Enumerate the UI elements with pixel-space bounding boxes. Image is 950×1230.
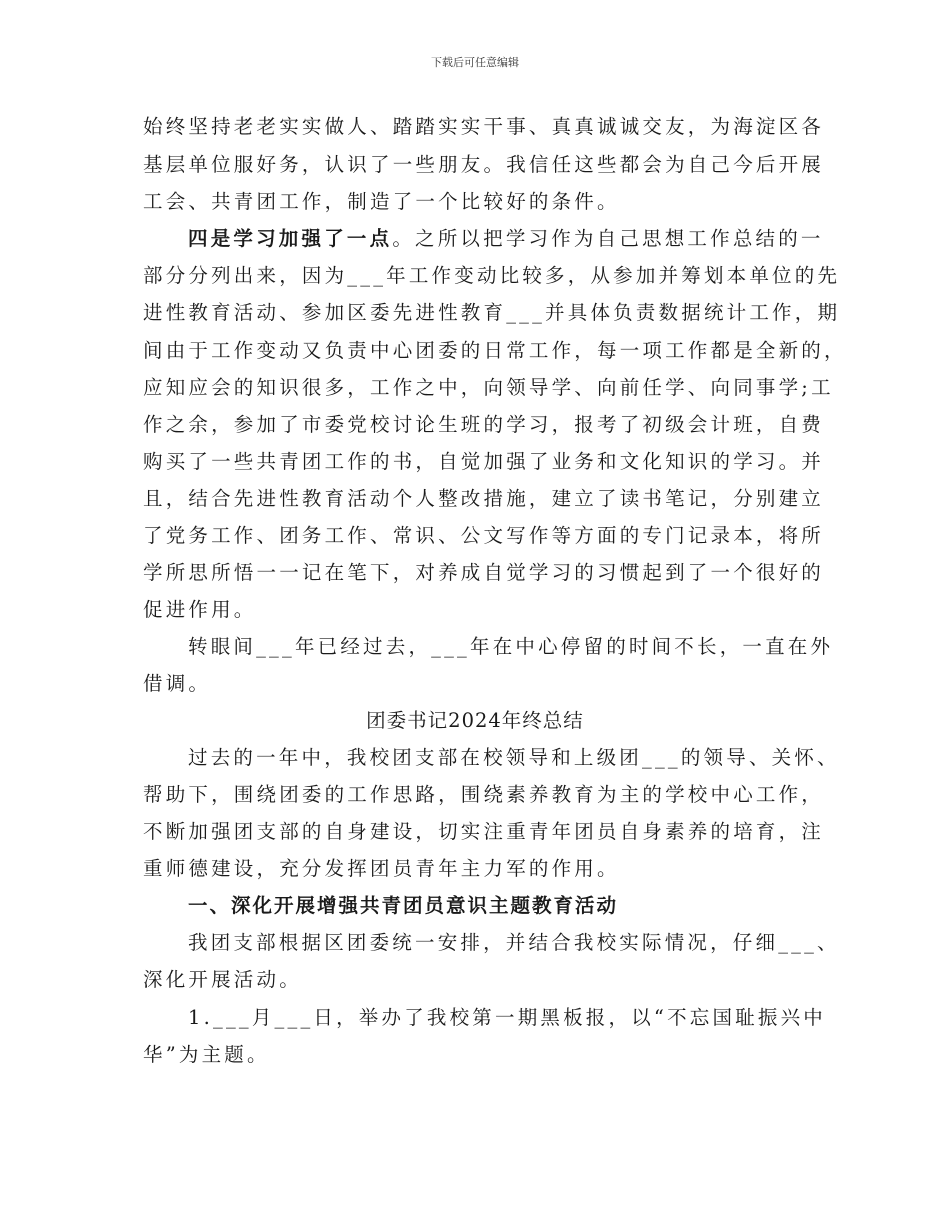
page-header: 下载后可任意编辑 (431, 56, 519, 69)
text-line: 过去的一年中，我校团支部在校领导和上级团___的领导、关怀、 (188, 746, 840, 769)
text-line: 了党务工作、团务工作、常识、公文写作等方面的专门记录本，将所 (143, 524, 825, 547)
document-title: 团委书记2024年终总结 (366, 709, 584, 732)
text-line: 重师德建设，充分发挥团员青年主力军的作用。 (143, 857, 620, 880)
text-line: 基层单位服好务，认识了一些朋友。我信任这些都会为自己今后开展 (143, 153, 825, 176)
text-line: 购买了一些共青团工作的书，自觉加强了业务和文化知识的学习。并 (143, 450, 825, 473)
text-line: 作之余，参加了市委党校讨论生班的学习，报考了初级会计班，自费 (143, 413, 825, 436)
text-line: 应知应会的知识很多，工作之中，向领导学、向前任学、向同事学;工 (143, 376, 834, 399)
text-line: 促进作用。 (143, 598, 257, 621)
section4-lead-line (188, 224, 824, 254)
text-line: 借调。 (143, 672, 212, 695)
section4-lead-rest: 。之所以把学习作为自己思想工作总结的一 (392, 227, 824, 250)
list-item: 1.___月___日，举办了我校第一期黑板报，以“不忘国耻振兴中 (188, 1006, 826, 1029)
section4-bold-lead: 四是学习加强了一点 (188, 227, 393, 250)
text-line: 我团支部根据区团委统一安排，并结合我校实际情况，仔细___、 (188, 931, 840, 954)
text-line: 不断加强团支部的自身建设，切实注重青年团员自身素养的培育，注 (143, 820, 825, 843)
text-line: 间由于工作变动又负责中心团委的日常工作，每一项工作都是全新的， (143, 339, 847, 362)
text-line: 始终坚持老老实实做人、踏踏实实干事、真真诚诚交友，为海淀区各 (143, 115, 825, 138)
text-line: 帮助下，围绕团委的工作思路，围绕素养教育为主的学校中心工作， (143, 783, 825, 806)
text-line: 工会、共青团工作，制造了一个比较好的条件。 (143, 190, 620, 213)
section-heading: 一、深化开展增强共青团员意识主题教育活动 (188, 894, 619, 917)
text-line: 学所思所悟一一记在笔下，对养成自觉学习的习惯起到了一个很好的 (143, 561, 825, 584)
text-line: 部分分列出来，因为___年工作变动比较多，从参加并筹划本单位的先 (143, 264, 841, 287)
text-line: 华”为主题。 (143, 1043, 270, 1066)
text-line: 深化开展活动。 (143, 968, 302, 991)
text-line: 进性教育活动、参加区委先进性教育___并具体负责数据统计工作，期 (143, 301, 841, 324)
text-line: 转眼间___年已经过去，___年在中心停留的时间不长，一直在外 (188, 635, 834, 658)
text-line: 且，结合先进性教育活动个人整改措施，建立了读书笔记，分别建立 (143, 487, 825, 510)
